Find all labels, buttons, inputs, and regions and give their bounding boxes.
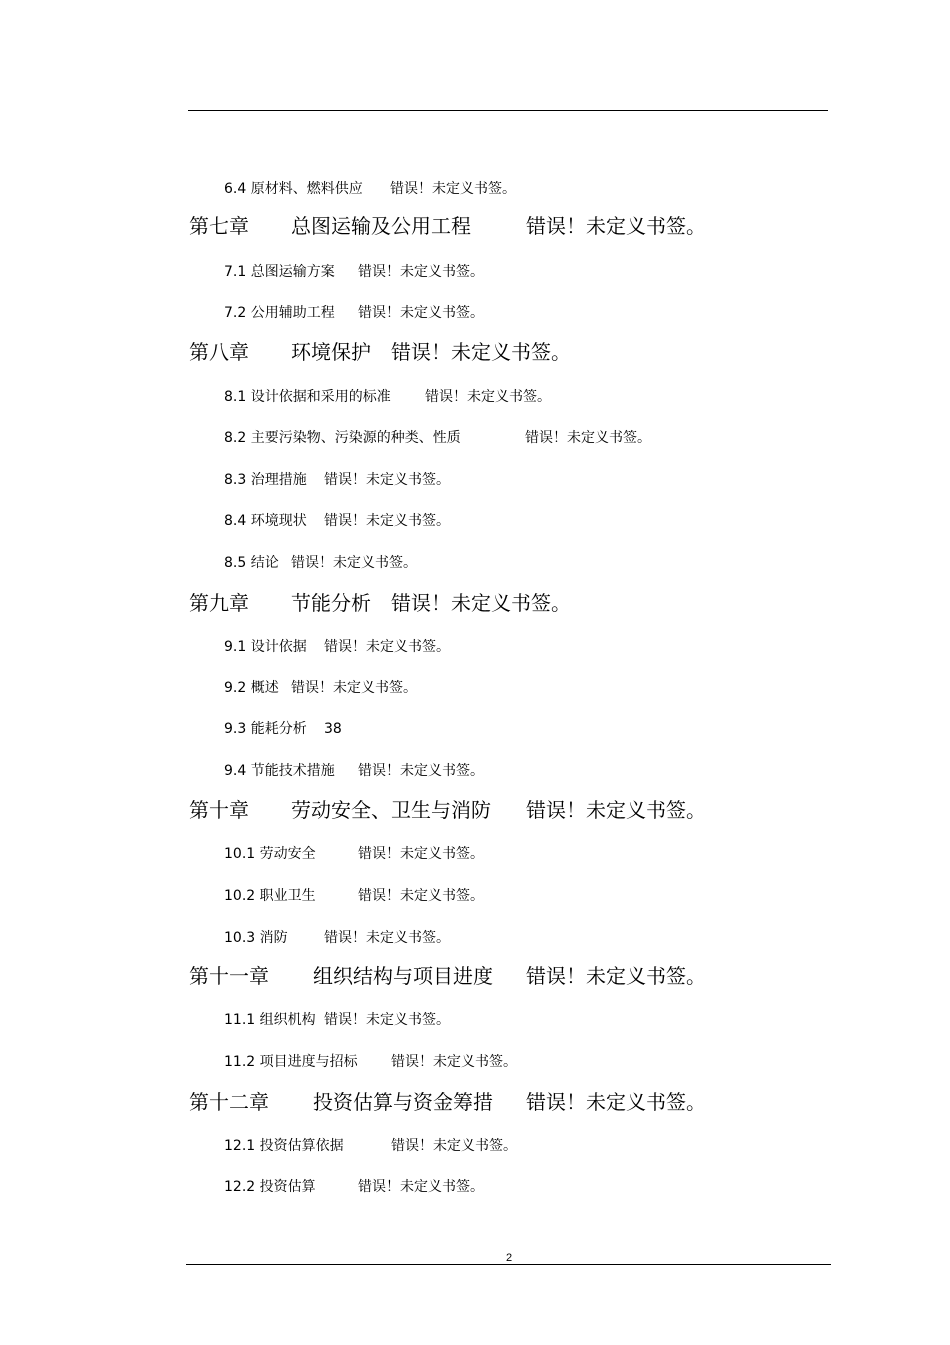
toc-section-title: 8.2 主要污染物、污染源的种类、性质 — [224, 430, 461, 446]
toc-chapter-title: 组织结构与项目进度 — [313, 964, 493, 988]
toc-page-ref: 错误！未定义书签。 — [324, 472, 450, 488]
toc-page-ref: 错误！未定义书签。 — [358, 1179, 484, 1195]
toc-section-title: 11.2 项目进度与招标 — [224, 1054, 358, 1070]
toc-section-title: 6.4 原材料、燃料供应 — [224, 181, 363, 197]
toc-section-title: 9.2 概述 — [224, 680, 279, 696]
toc-page-ref: 错误！未定义书签。 — [291, 680, 417, 696]
toc-section-title: 10.2 职业卫生 — [224, 888, 316, 904]
toc-page-ref: 错误！未定义书签。 — [391, 1054, 517, 1070]
toc-page-ref: 错误！未定义书签。 — [425, 389, 551, 405]
toc-page-ref: 错误！未定义书签。 — [526, 964, 706, 988]
toc-page-ref: 错误！未定义书签。 — [358, 763, 484, 779]
toc-page-ref: 错误！未定义书签。 — [324, 513, 450, 529]
toc-page-ref: 错误！未定义书签。 — [391, 340, 571, 364]
toc-section-title: 9.4 节能技术措施 — [224, 763, 335, 779]
toc-page-ref: 错误！未定义书签。 — [391, 1138, 517, 1154]
toc-page-ref: 错误！未定义书签。 — [324, 1012, 450, 1028]
toc-section-title: 12.1 投资估算依据 — [224, 1138, 344, 1154]
toc-chapter-number: 第十一章 — [189, 964, 269, 988]
toc-page-ref: 错误！未定义书签。 — [358, 305, 484, 321]
toc-section-title: 8.1 设计依据和采用的标准 — [224, 389, 391, 405]
toc-chapter-title: 投资估算与资金筹措 — [313, 1090, 493, 1114]
toc-section-title: 8.3 治理措施 — [224, 472, 307, 488]
toc-page-ref: 错误！未定义书签。 — [526, 1090, 706, 1114]
header-rule — [188, 110, 828, 111]
toc-chapter-number: 第七章 — [189, 214, 249, 238]
toc-page-ref: 38 — [324, 721, 342, 737]
toc-section-title: 11.1 组织机构 — [224, 1012, 316, 1028]
toc-page-ref: 错误！未定义书签。 — [390, 181, 516, 197]
toc-chapter-title: 劳动安全、卫生与消防 — [291, 798, 491, 822]
toc-section-title: 8.5 结论 — [224, 555, 279, 571]
toc-chapter-number: 第十二章 — [189, 1090, 269, 1114]
toc-section-title: 9.1 设计依据 — [224, 639, 307, 655]
toc-section-title: 10.3 消防 — [224, 930, 288, 946]
page-number: 2 — [505, 1252, 513, 1264]
toc-chapter-title: 环境保护 — [291, 340, 371, 364]
toc-section-title: 10.1 劳动安全 — [224, 846, 316, 862]
toc-section-title: 7.2 公用辅助工程 — [224, 305, 335, 321]
toc-chapter-title: 节能分析 — [291, 591, 371, 615]
toc-page-ref: 错误！未定义书签。 — [526, 214, 706, 238]
toc-page-ref: 错误！未定义书签。 — [358, 888, 484, 904]
toc-page-ref: 错误！未定义书签。 — [525, 430, 651, 446]
toc-chapter-title: 总图运输及公用工程 — [291, 214, 471, 238]
toc-page-ref: 错误！未定义书签。 — [324, 930, 450, 946]
toc-section-title: 9.3 能耗分析 — [224, 721, 307, 737]
toc-chapter-number: 第八章 — [189, 340, 249, 364]
toc-section-title: 7.1 总图运输方案 — [224, 264, 335, 280]
toc-page-ref: 错误！未定义书签。 — [358, 264, 484, 280]
toc-page-ref: 错误！未定义书签。 — [391, 591, 571, 615]
toc-section-title: 12.2 投资估算 — [224, 1179, 316, 1195]
toc-section-title: 8.4 环境现状 — [224, 513, 307, 529]
toc-page-ref: 错误！未定义书签。 — [358, 846, 484, 862]
toc-chapter-number: 第十章 — [189, 798, 249, 822]
toc-chapter-number: 第九章 — [189, 591, 249, 615]
toc-page-ref: 错误！未定义书签。 — [291, 555, 417, 571]
toc-page-ref: 错误！未定义书签。 — [324, 639, 450, 655]
toc-page-ref: 错误！未定义书签。 — [526, 798, 706, 822]
footer-rule — [186, 1264, 831, 1265]
